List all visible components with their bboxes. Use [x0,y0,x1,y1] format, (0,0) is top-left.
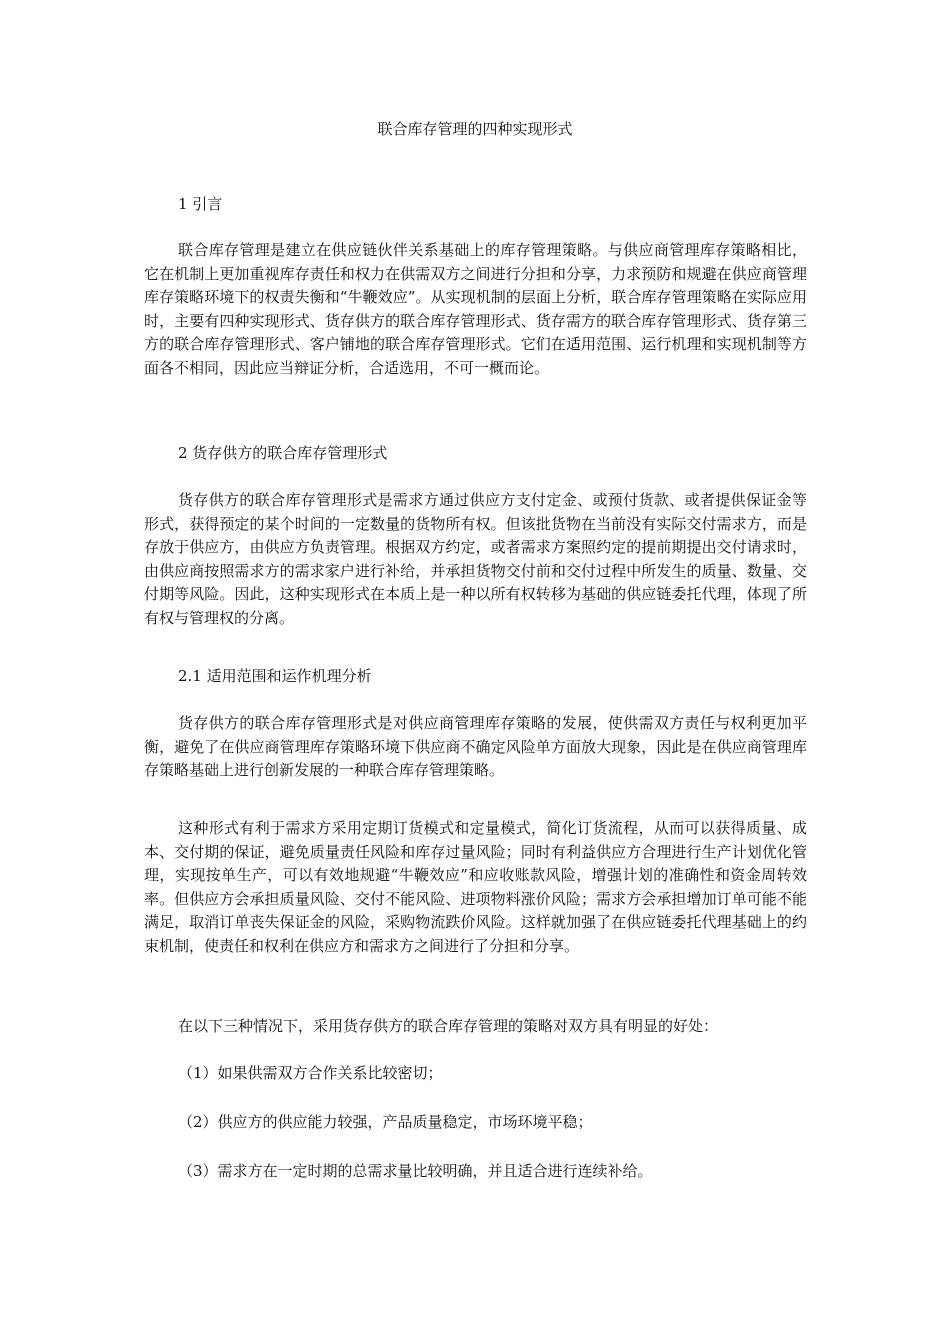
section-heading-supplier-storage: 2 货存供方的联合库存管理形式 [178,444,388,462]
paragraph-scope-2: 这种形式有利于需求方采用定期订货模式和定量模式，简化订货流程，从而可以获得质量、成本、交付期的保证，避免质量责任风险和库存过量风险；同时有利益供应方合理进行生产计划优化管理，实现按单生产，可以有效地规避“牛鞭效应”和应收账款风险，增强计划的准确性和资金周转效率。但供应方会承担质量风险、交付不能风险、进项物料涨价风险；需求方会承担增加订单可能不能满足，取消订单丧失保证金的风险，采购物流跌价风险。这样就加强了在供应链委托代理基础上的约束机制，使责任和权利在供应方和需求方之间进行了分担和分享。 [144,819,807,955]
list-item: （3）需求方在一定时期的总需求量比较明确，并且适合进行连续补给。 [178,1162,653,1180]
paragraph-intro: 联合库存管理是建立在供应链伙伴关系基础上的库存管理策略。与供应商管理库存策略相比，它在机制上更加重视库存责任和权力在供需双方之间进行分担和分享，力求预防和规避在供应商管理库存策略环境下的权责失衡和“牛鞭效应”。从实现机制的层面上分析，联合库存管理策略在实际应用时，主要有四种实现形式、货存供方的联合库存管理形式、货存需方的联合库存管理形式、货存第三方的联合库存管理形式、客户铺地的联合库存管理形式。它们在适用范围、运行机理和实现机制等方面各不相同，因此应当辩证分析，合适选用，不可一概而论。 [144,241,807,377]
paragraph-scope-1: 货存供方的联合库存管理形式是对供应商管理库存策略的发展，使供需双方责任与权利更加平衡，避免了在供应商管理库存策略环境下供应商不确定风险单方面放大现象，因此是在供应商管理库存策略基础上进行创新发展的一种联合库存管理策略。 [144,714,807,779]
list-item: （2）供应方的供应能力较强，产品质量稳定，市场环境平稳； [178,1113,593,1131]
list-item: （1）如果供需双方合作关系比较密切； [178,1064,443,1082]
section-heading-intro: 1 引言 [178,195,223,213]
document-title: 联合库存管理的四种实现形式 [377,120,573,138]
subsection-heading-scope-mechanism: 2.1 适用范围和运作机理分析 [178,667,372,685]
paragraph-supplier-storage: 货存供方的联合库存管理形式是需求方通过供应方支付定金、或预付货款、或者提供保证金等形式，获得预定的某个时间的一定数量的货物所有权。但该批货物在当前没有实际交付需求方，而是存放于供应方，由供应方负责管理。根据双方约定，或者需求方案照约定的提前期提出交付请求时，由供应商按照需求方的需求家户进行补给，并承担货物交付前和交付过程中所发生的质量、数量、交付期等风险。因此，这种实现形式在本质上是一种以所有权转移为基础的供应链委托代理，体现了所有权与管理权的分离。 [144,491,807,627]
paragraph-scope-3: 在以下三种情况下，采用货存供方的联合库存管理的策略对双方具有明显的好处： [178,1017,719,1035]
